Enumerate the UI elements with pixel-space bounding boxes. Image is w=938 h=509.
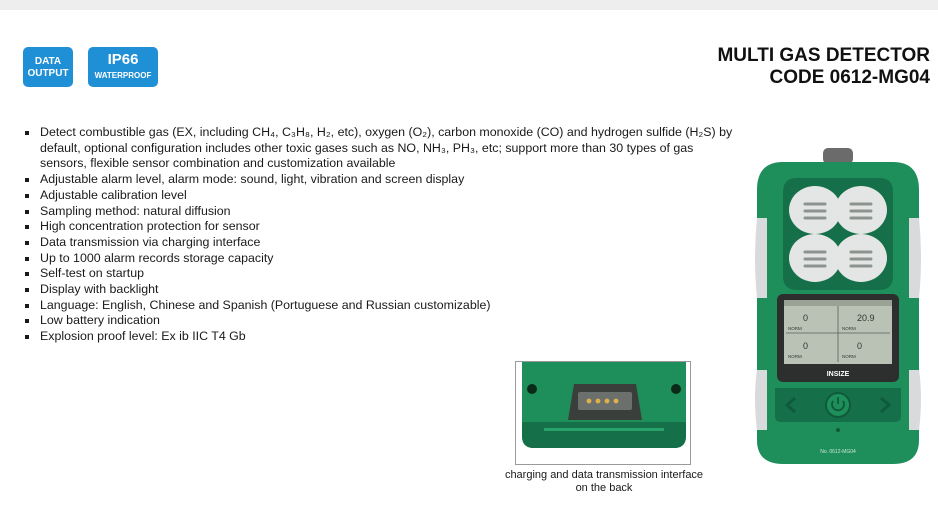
feature-item: Language: English, Chinese and Spanish (Portuguese and Russian customizable) [22, 298, 742, 314]
feature-item: Adjustable calibration level [22, 188, 742, 204]
page-title [717, 45, 930, 89]
side-grip-right-lower [909, 370, 921, 430]
feature-item: Self-test on startup [22, 266, 742, 282]
caption-line-2: on the back [575, 482, 633, 494]
top-strip [0, 0, 938, 10]
data-output-line-2: OUTPUT [27, 68, 69, 79]
lcd-label: NORM [788, 326, 802, 331]
feature-item: Sampling method: natural diffusion [22, 204, 742, 220]
lcd-label: NORM [842, 326, 856, 331]
data-output-badge [23, 47, 73, 87]
screw-right-icon [671, 384, 681, 394]
device-illustration [753, 148, 923, 468]
feature-item: High concentration protection for sensor [22, 219, 742, 235]
pin-icon [596, 399, 601, 404]
product-title: MULTI GAS DETECTOR [717, 45, 930, 66]
feature-item: Explosion proof level: Ex ib IIC T4 Gb [22, 329, 742, 345]
brand-logo: INSIZE [826, 371, 850, 378]
device-clip [823, 148, 853, 164]
feature-item: Adjustable alarm level, alarm mode: sound, light, vibration and screen display [22, 172, 742, 188]
pin-icon [605, 399, 610, 404]
side-grip-left-lower [755, 370, 767, 430]
device-back-illustration [516, 362, 691, 465]
lcd-label: NORM [842, 354, 856, 359]
feature-list [22, 125, 742, 345]
highlight-line [544, 428, 664, 431]
lcd-value: 20.9 [857, 313, 875, 323]
indicator-led [836, 428, 840, 432]
feature-item: Detect combustible gas (EX, including CH₄, C₃H₈, H₂, etc), oxygen (O₂), carbon monoxide (CO) and hydrogen sulfide (H₂S) by default, optional configuration includes other toxic gases such as NO, NH₃, PH₃, etc; support more than 30 types of gas sensors, flexible sensor combination and customization available [22, 125, 742, 172]
power-button [826, 393, 850, 417]
feature-item: Up to 1000 alarm records storage capacity [22, 251, 742, 267]
screw-left-icon [527, 384, 537, 394]
lcd-value: 0 [803, 313, 809, 323]
waterproof-text: WATERPROOF [94, 71, 152, 80]
inset-caption [480, 469, 728, 495]
data-output-line-1: DATA [34, 56, 62, 67]
feature-item: Data transmission via charging interface [22, 235, 742, 251]
lcd-value: 0 [803, 341, 809, 351]
caption-line-1: charging and data transmission interface [504, 469, 704, 481]
pin-icon [614, 399, 619, 404]
ip-rating-text: IP66 [107, 51, 139, 68]
gas-detector-device [753, 148, 923, 468]
feature-item: Low battery indication [22, 313, 742, 329]
feature-item: Display with backlight [22, 282, 742, 298]
lcd-label: NORM [788, 354, 802, 359]
side-grip-left [755, 218, 767, 298]
side-grip-right [909, 218, 921, 298]
lcd-status-bar [784, 300, 892, 306]
ip66-badge [88, 47, 158, 87]
product-code: CODE 0612-MG04 [769, 67, 930, 88]
model-label: No. 0612-MG04 [820, 449, 856, 455]
charging-interface-photo [515, 361, 691, 465]
pin-icon [587, 399, 592, 404]
device-back-lower [522, 422, 686, 448]
lcd-value: 0 [857, 341, 863, 351]
